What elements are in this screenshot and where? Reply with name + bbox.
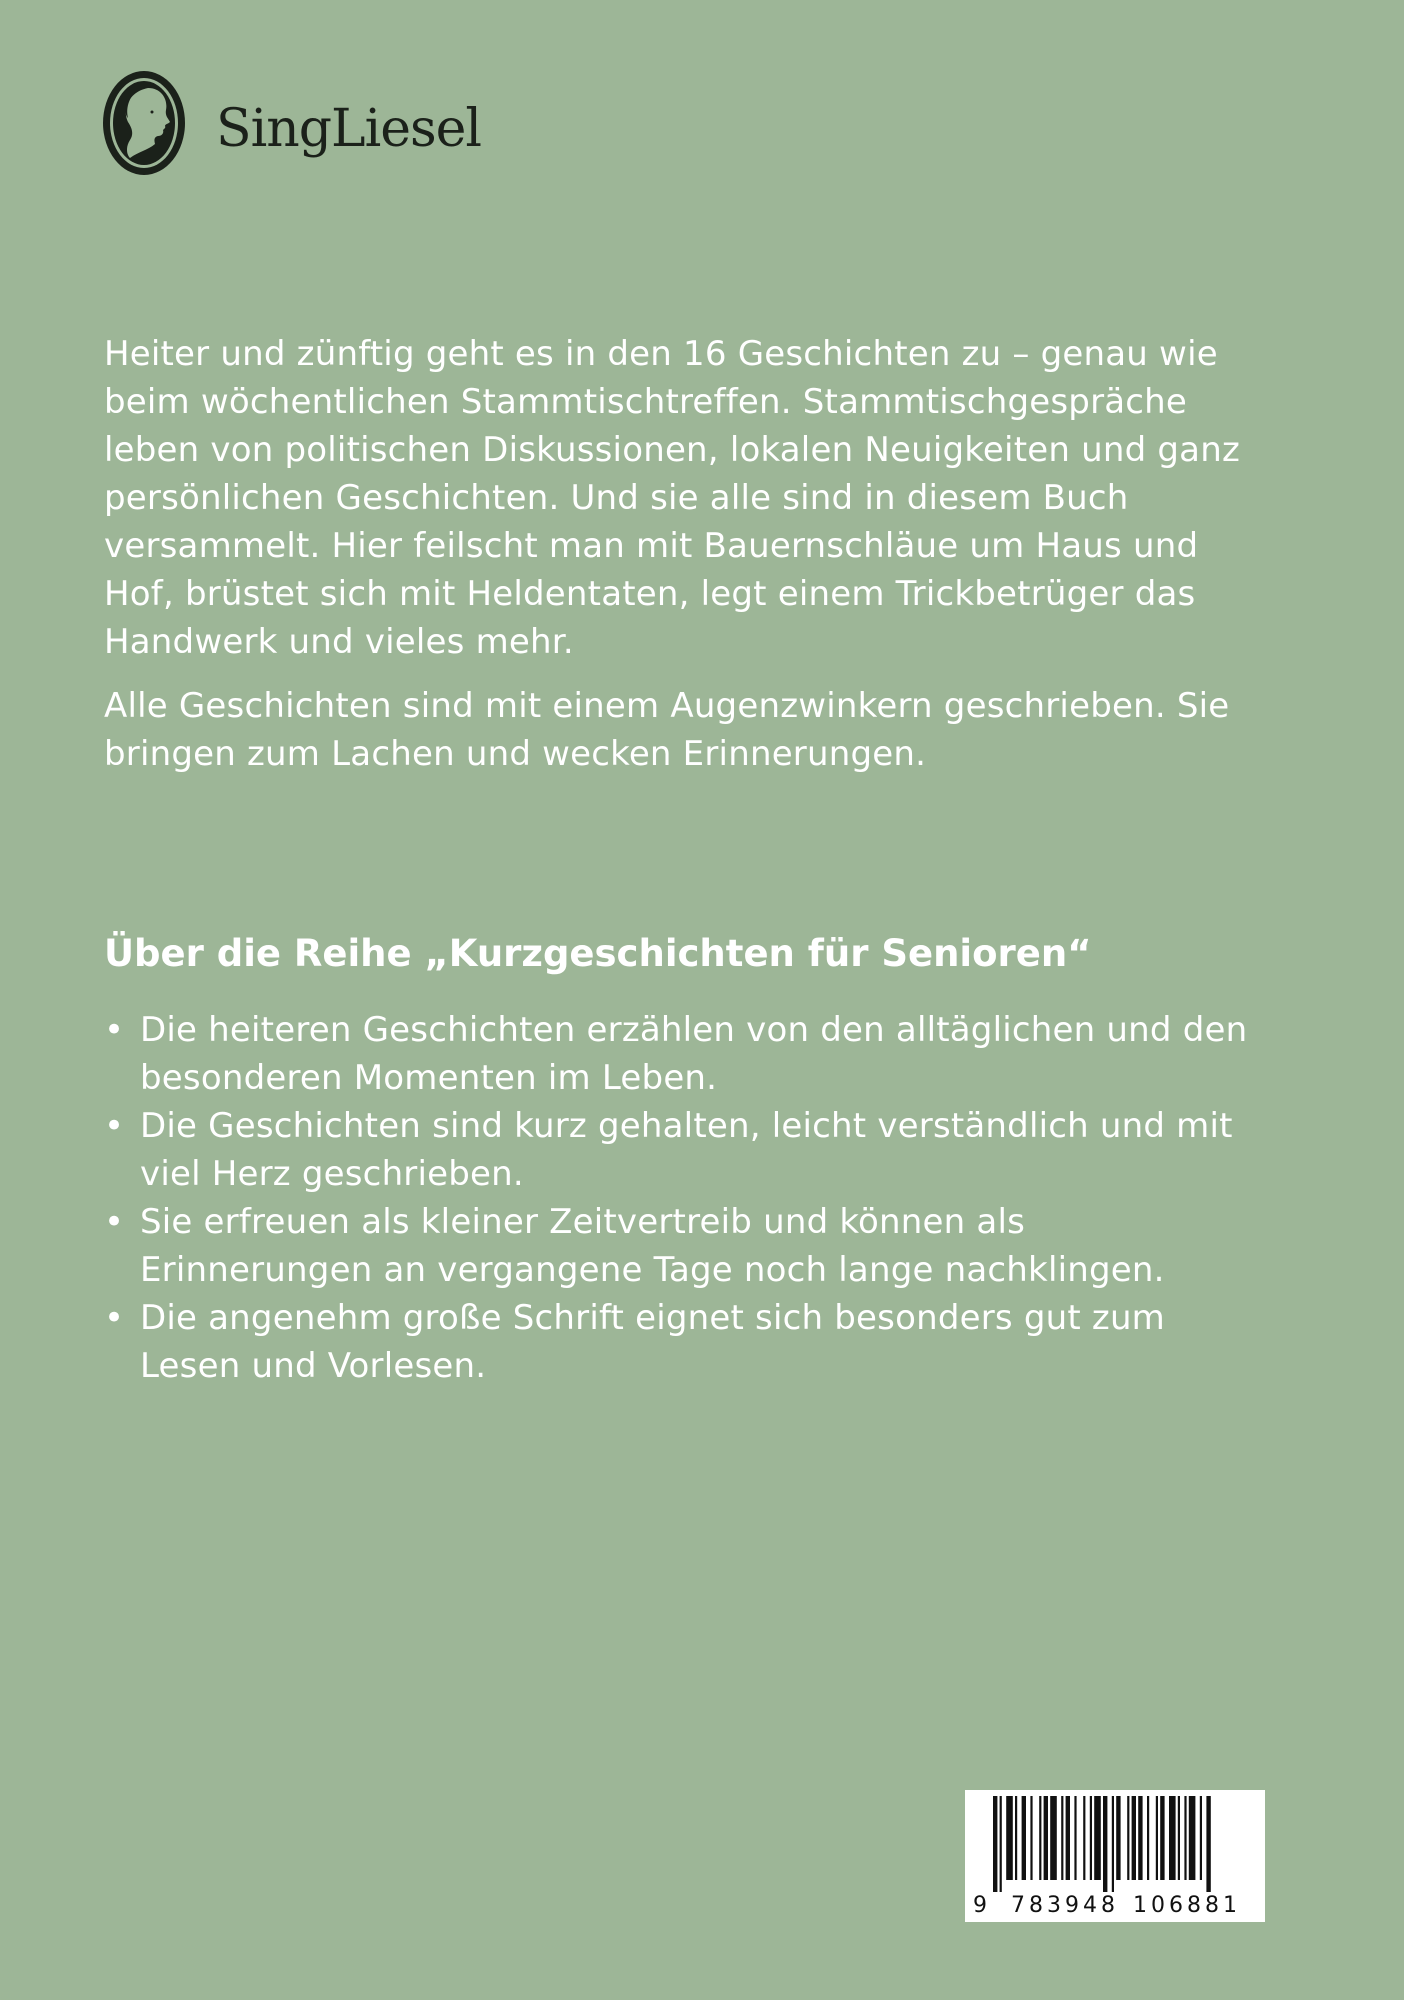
barcode-digits-left: 783948 — [1011, 1893, 1119, 1918]
bullet-icon: • — [104, 1106, 125, 1146]
series-bullet-list — [104, 1006, 1264, 1390]
barcode-digits — [971, 1798, 1259, 1918]
list-item-text: Die Geschichten sind kurz gehalten, leicht verständlich und mit viel Herz geschrieben. — [140, 1106, 1233, 1194]
description-paragraph: Alle Geschichten sind mit einem Augenzwinkern geschrieben. Sie bringen zum Lachen und wecken Erinnerungen. — [104, 686, 1230, 774]
bullet-icon: • — [104, 1202, 125, 1242]
publisher-logo — [102, 70, 481, 176]
list-item — [104, 1102, 1264, 1198]
list-item — [104, 1198, 1264, 1294]
bullet-icon: • — [104, 1010, 125, 1050]
bullet-icon: • — [104, 1298, 125, 1338]
barcode-digit-lead: 9 — [973, 1893, 987, 1918]
description-paragraph: Heiter und zünftig geht es in den 16 Geschichten zu – genau wie beim wöchentlichen Stammtischtreffen. Stammtischgespräche leben von politischen Diskussionen, lokalen Neuigkeiten und ganz persönlichen Geschichten. Und sie alle sind in diesem Buch versammelt. Hier feilscht man mit Bauernschläue um Haus und Hof, brüstet sich mit Heldentaten, legt einem Trickbetrüger das Handwerk und vieles mehr. — [104, 334, 1240, 662]
description — [104, 330, 1264, 778]
list-item-text: Die heiteren Geschichten erzählen von den alltäglichen und den besonderen Momenten im Leben. — [140, 1010, 1248, 1098]
publisher-name: SingLiesel — [216, 99, 482, 159]
list-item-text: Die angenehm große Schrift eignet sich besonders gut zum Lesen und Vorlesen. — [140, 1298, 1166, 1386]
list-item-text: Sie erfreuen als kleiner Zeitvertreib und können als Erinnerungen an vergangene Tage noch lange nachklingen. — [140, 1202, 1165, 1290]
barcode-digits-right: 106881 — [1133, 1893, 1241, 1918]
cameo-silhouette-icon — [102, 70, 186, 176]
list-item — [104, 1006, 1264, 1102]
isbn-barcode — [965, 1790, 1265, 1922]
list-item — [104, 1294, 1264, 1390]
series-heading: Über die Reihe „Kurzgeschichten für Senioren“ — [104, 932, 1092, 975]
